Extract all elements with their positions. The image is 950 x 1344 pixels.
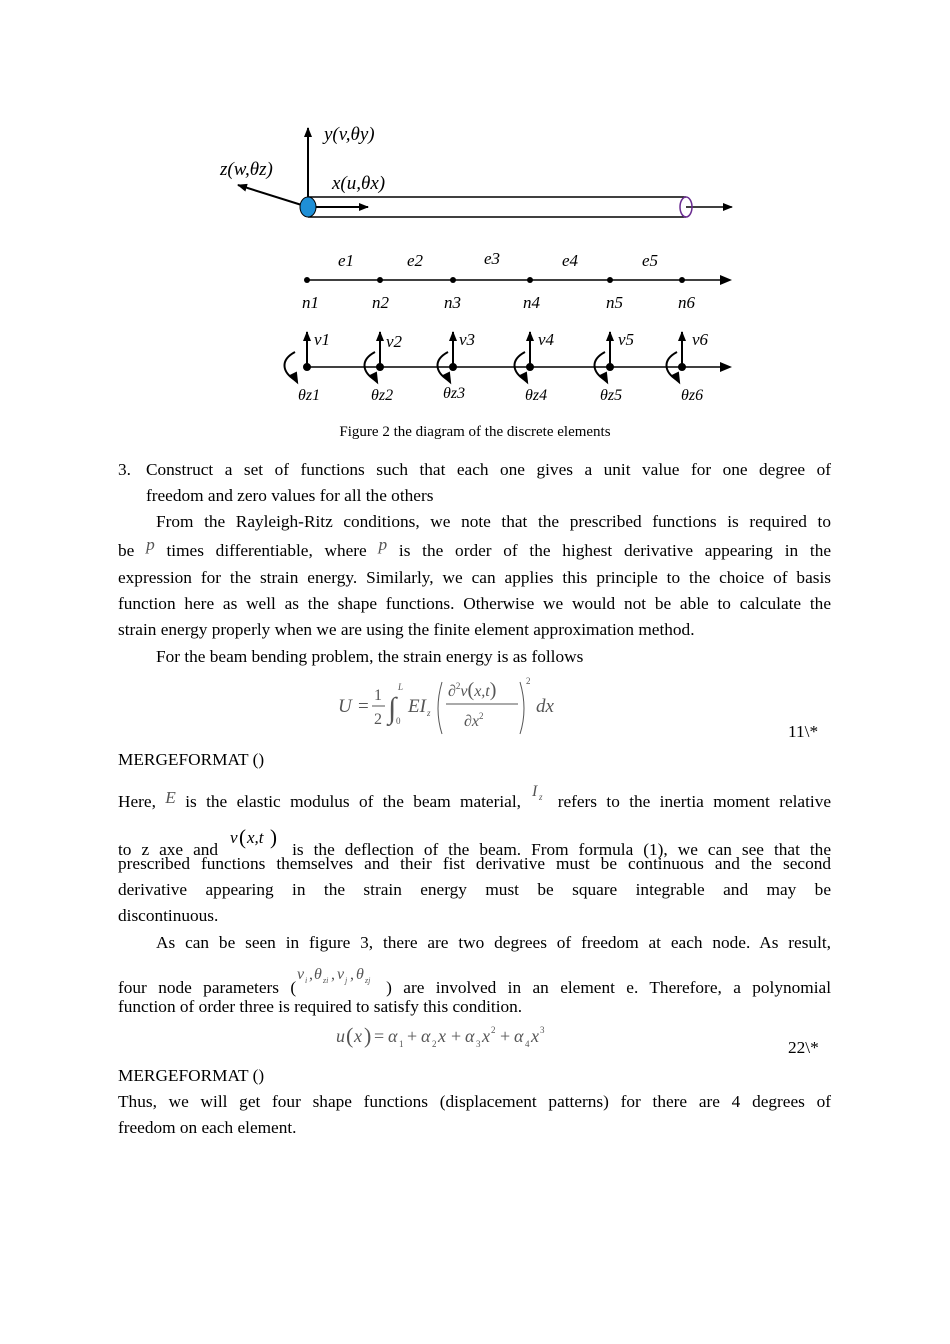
- svg-text:2: 2: [374, 711, 382, 728]
- node-label: n4: [523, 293, 540, 312]
- svg-text:z: z: [539, 792, 543, 802]
- paragraph-line: discontinuous.: [118, 906, 219, 925]
- paragraph-line: freedom on each element.: [118, 1118, 297, 1137]
- svg-text:u: u: [336, 1026, 345, 1046]
- svg-text:+: +: [500, 1026, 511, 1046]
- svg-text:0: 0: [396, 716, 401, 726]
- svg-text:α: α: [388, 1026, 398, 1046]
- svg-text:4: 4: [525, 1039, 530, 1049]
- symbol-E: E: [165, 788, 176, 807]
- svg-text:3: 3: [540, 1025, 545, 1035]
- deflection-label: v5: [618, 330, 635, 349]
- svg-text:x: x: [482, 1026, 490, 1046]
- node-dof-4: [514, 332, 533, 382]
- element-line: [304, 275, 732, 285]
- svg-text:∫: ∫: [388, 692, 397, 725]
- svg-text:dx: dx: [536, 696, 554, 717]
- svg-text:=: =: [358, 696, 369, 717]
- equation-polynomial: [334, 1022, 574, 1054]
- svg-text:I: I: [532, 784, 538, 800]
- svg-text:EI: EI: [408, 696, 426, 717]
- axis-y-label: y(v,θy): [324, 124, 375, 145]
- svg-text:α: α: [514, 1026, 524, 1046]
- symbol-p: p: [146, 535, 155, 554]
- node-label: n3: [444, 293, 461, 312]
- svg-text:=: =: [374, 1026, 385, 1046]
- list-item-text: Construct a set of functions such that each one gives a unit value for one degree of: [146, 460, 831, 479]
- rotation-label: θz2: [371, 387, 394, 404]
- text-fragment: times differentiable, where: [166, 541, 367, 560]
- paragraph-line: strain energy properly when we are using the finite element approximation method.: [118, 620, 695, 639]
- svg-text:U: U: [338, 696, 352, 717]
- rotation-label: θz1: [298, 387, 321, 404]
- paragraph-line: Thus, we will get four shape functions (displacement patterns) for there are 4 degrees of: [118, 1092, 831, 1111]
- rotation-label: θz5: [600, 387, 623, 404]
- equation-strain-energy: [334, 672, 564, 740]
- node-dof-5: [594, 332, 613, 382]
- element-label: e5: [642, 251, 659, 270]
- svg-text:): ): [364, 1023, 372, 1048]
- figure-discrete-elements: [200, 110, 750, 420]
- paragraph-line: [118, 784, 831, 818]
- svg-text:α: α: [465, 1026, 475, 1046]
- svg-text:v: v: [337, 967, 345, 983]
- element-label: e3: [484, 249, 501, 268]
- svg-text:x,t: x,t: [247, 828, 264, 847]
- svg-text:2: 2: [432, 1039, 437, 1049]
- svg-text:,: ,: [350, 967, 355, 983]
- axis-z-label: z(w,θz): [220, 159, 273, 180]
- paragraph-line: From the Rayleigh-Ritz conditions, we note that the prescribed functions is required to: [156, 512, 831, 531]
- node-dof-6: [666, 332, 685, 382]
- symbol-p: p: [378, 535, 388, 554]
- paragraph-line: As can be seen in figure 3, there are two degrees of freedom at each node. As result,: [156, 933, 831, 952]
- deflection-label: v3: [459, 330, 476, 349]
- deflection-label: v6: [692, 330, 709, 349]
- svg-text:∂x2: $\partial x^2$: [464, 711, 484, 730]
- text-fragment: ) are involved in an element e. Therefore, a polynomial: [386, 978, 831, 997]
- deflection-label: v2: [386, 332, 403, 351]
- svg-text:,: ,: [309, 967, 314, 983]
- svg-text:θ: θ: [314, 967, 322, 983]
- figure-diagram: [200, 110, 750, 420]
- element-label: e2: [407, 251, 424, 270]
- list-item-line: freedom and zero values for all the others: [146, 486, 434, 505]
- svg-text:3: 3: [476, 1039, 481, 1049]
- svg-text:i: i: [305, 976, 308, 985]
- element-label: e4: [562, 251, 579, 270]
- node-dof-3: [437, 332, 456, 382]
- text-fragment: is the elastic modulus of the beam material,: [185, 792, 521, 811]
- text-fragment: is the order of the highest derivative appearing in the: [398, 541, 832, 560]
- paragraph-line: [118, 535, 832, 564]
- equation-number: 11\*: [788, 722, 819, 741]
- axis-x-label: x(u,θx): [332, 173, 386, 194]
- text-fragment: is the deflection of the beam. From formula (1), we can see that the: [292, 840, 831, 859]
- svg-text:(: (: [239, 825, 247, 849]
- text-fragment: four node parameters (: [118, 978, 297, 997]
- node-label: n6: [678, 293, 695, 312]
- svg-text:j: j: [345, 976, 348, 985]
- text-fragment: to z axe and: [118, 840, 219, 859]
- svg-text:x: x: [531, 1026, 539, 1046]
- symbol-Iz: [530, 784, 548, 818]
- node-dof-2: [364, 332, 383, 382]
- svg-text:v: v: [297, 967, 305, 983]
- paragraph-line: function here as well as the shape functions. Otherwise we would not be able to calculate the: [118, 594, 831, 613]
- svg-text:1: 1: [399, 1039, 404, 1049]
- svg-text:,: ,: [331, 967, 336, 983]
- text-fragment: refers to the inertia moment relative: [557, 792, 831, 811]
- element-label: e1: [338, 251, 355, 270]
- svg-text:z: z: [427, 708, 431, 718]
- list-item-line: [146, 457, 831, 483]
- svg-text:+: +: [407, 1026, 418, 1046]
- figure-caption: Figure 2 the diagram of the discrete elements: [339, 424, 611, 440]
- rotation-label: θz4: [525, 387, 548, 404]
- svg-text:2: 2: [491, 1025, 496, 1035]
- svg-text:x: x: [438, 1026, 446, 1046]
- beam-fixed-end: [300, 197, 316, 217]
- paragraph-line: function of order three is required to satisfy this condition.: [118, 997, 523, 1016]
- paragraph-line: prescribed functions themselves and their fist derivative must be continuous and the second: [118, 854, 831, 873]
- svg-text:v: v: [230, 828, 238, 847]
- node-label: n5: [606, 293, 623, 312]
- svg-text:∂2v(x,t): ∂$^2$v(x,t): [448, 679, 497, 701]
- svg-text:): ): [270, 825, 278, 849]
- svg-text:2: 2: [526, 676, 531, 686]
- text-fragment: be: [118, 541, 135, 560]
- svg-text:zj: zj: [365, 976, 371, 985]
- equation-number: 22\*: [788, 1038, 819, 1057]
- rotation-label: θz6: [681, 387, 704, 404]
- svg-text:L: L: [398, 682, 404, 692]
- svg-text:+: +: [451, 1026, 462, 1046]
- svg-text:x: x: [354, 1026, 362, 1046]
- node-dof-1: [284, 332, 310, 382]
- svg-text:1: 1: [374, 687, 382, 704]
- deflection-label: v4: [538, 330, 555, 349]
- paragraph-line: derivative appearing in the strain energy must be square integrable and may be: [118, 880, 831, 899]
- svg-text:zi: zi: [323, 976, 329, 985]
- node-label: n1: [302, 293, 319, 312]
- paragraph-line: For the beam bending problem, the strain energy is as follows: [156, 647, 584, 666]
- list-number: 3.: [118, 460, 131, 479]
- equation-field-code: MERGEFORMAT (): [118, 750, 265, 769]
- svg-text:θ: θ: [356, 967, 364, 983]
- equation-field-code: MERGEFORMAT (): [118, 1066, 265, 1085]
- svg-text:(: (: [346, 1023, 354, 1048]
- text-fragment: Here,: [118, 792, 156, 811]
- paragraph-line: expression for the strain energy. Similarly, we can applies this principle to the choice of basis: [118, 568, 831, 587]
- svg-text:α: α: [421, 1026, 431, 1046]
- rotation-label: θz3: [443, 385, 466, 402]
- deflection-label: v1: [314, 330, 331, 349]
- node-label: n2: [372, 293, 389, 312]
